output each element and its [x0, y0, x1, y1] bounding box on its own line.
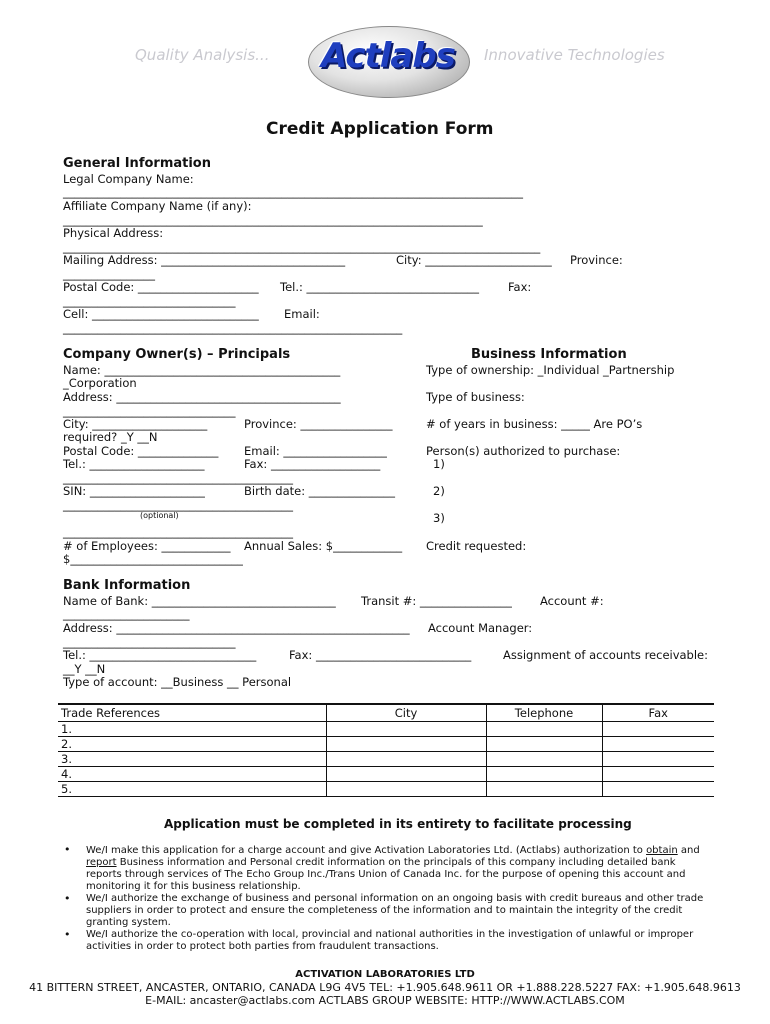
credit-requested-field[interactable]: Credit requested:	[426, 539, 527, 553]
table-header-city: City	[326, 704, 486, 722]
bank-fax-field[interactable]: Fax: ___________________________	[289, 648, 472, 662]
table-header-telephone: Telephone	[486, 704, 602, 722]
owner-sin-field[interactable]: SIN: ____________________	[63, 484, 205, 498]
telephone-cell[interactable]	[486, 722, 602, 737]
postal-code-field[interactable]: Postal Code: _____________________	[63, 280, 259, 294]
table-header-fax: Fax	[602, 704, 714, 722]
fax-cell[interactable]	[602, 752, 714, 767]
affiliate-label: Affiliate Company Name (if any):	[63, 199, 252, 213]
years-in-business-field[interactable]: # of years in business: _____ Are PO’s	[426, 417, 643, 431]
owner-sin-line[interactable]: ________________________________________	[63, 498, 293, 512]
owner-fax-field[interactable]: Fax: ___________________	[244, 457, 381, 471]
email-label: Email:	[284, 307, 320, 321]
general-info-heading: General Information	[63, 156, 211, 171]
footer-contact: E-MAIL: ancaster@actlabs.com ACTLABS GROUP WEBSITE: HTTP://WWW.ACTLABS.COM	[145, 994, 625, 1007]
table-row[interactable]	[58, 767, 714, 782]
footer-address: 41 BITTERN STREET, ANCASTER, ONTARIO, CANADA L9G 4V5 TEL: +1.905.648.9611 OR +1.888.228.5227 FAX: +1.905.648.9613	[29, 981, 741, 994]
fax-field[interactable]: ______________________________	[63, 294, 236, 308]
row-number: 5.	[58, 782, 326, 797]
bullet-3-marker: •	[64, 928, 71, 941]
row-number: 2.	[58, 737, 326, 752]
fax-cell[interactable]	[602, 737, 714, 752]
city-cell[interactable]	[326, 752, 486, 767]
business-info-heading: Business Information	[471, 347, 627, 362]
account-manager-label: Account Manager:	[428, 621, 533, 635]
employees-field[interactable]: # of Employees: ____________	[63, 539, 231, 553]
owner-tel-line[interactable]: ________________________________________	[63, 471, 293, 485]
bank-tel-field[interactable]: Tel.: _____________________________	[63, 648, 257, 662]
account-number-field[interactable]: ______________________	[63, 607, 190, 621]
telephone-cell[interactable]	[486, 737, 602, 752]
fax-cell[interactable]	[602, 782, 714, 797]
account-type-field[interactable]: Type of account: __Business __ Personal	[63, 675, 292, 689]
authorized-persons-label: Person(s) authorized to purchase:	[426, 444, 621, 458]
city-field[interactable]: City: ______________________	[396, 253, 552, 267]
bullet-2-marker: •	[64, 892, 71, 905]
po-required-field[interactable]: required? _Y __N	[63, 430, 158, 444]
authorization-bullet-2: We/I authorize the exchange of business and personal information on an ongoing basis with credit bureaus and other trade suppliers in order to protect and ensure the completeness of the information and to maintain the integrity of the credit granting system.	[86, 893, 704, 928]
authorized-person-1[interactable]: 1)	[433, 457, 445, 471]
bank-info-heading: Bank Information	[63, 578, 191, 593]
header-tagline-right: Innovative Technologies	[484, 46, 665, 64]
legal-company-name-field[interactable]: ________________________________________________________________________________	[63, 185, 523, 199]
owner-address-field[interactable]: Address: _______________________________________	[63, 390, 341, 404]
mailing-address-field[interactable]: Mailing Address: ________________________________	[63, 253, 346, 267]
business-type-field[interactable]: Type of business:	[426, 390, 525, 404]
corporation-option[interactable]: _Corporation	[63, 376, 137, 390]
city-cell[interactable]	[326, 782, 486, 797]
physical-address-field[interactable]: ___________________________________________________________________________________	[63, 240, 541, 254]
table-header-trade: Trade References	[58, 704, 326, 722]
completion-notice: Application must be completed in its entirety to facilitate processing	[164, 817, 632, 831]
optional-note: (optional)	[140, 511, 179, 520]
header-tagline-left: Quality Analysis...	[135, 46, 270, 64]
annual-sales-field[interactable]: Annual Sales: $____________	[244, 539, 403, 553]
table-row[interactable]	[58, 752, 714, 767]
bank-address-line[interactable]: ______________________________	[63, 635, 236, 649]
bank-name-field[interactable]: Name of Bank: ________________________________	[63, 594, 336, 608]
owner-province-field[interactable]: Province: ________________	[244, 417, 393, 431]
owner-name-field[interactable]: Name: _________________________________________	[63, 363, 341, 377]
annual-sales-line[interactable]: $______________________________	[63, 552, 243, 566]
owner-tel-field[interactable]: Tel.: ____________________	[63, 457, 205, 471]
receivable-label: Assignment of accounts receivable:	[503, 648, 709, 662]
telephone-cell[interactable]	[486, 767, 602, 782]
email-field[interactable]: ___________________________________________________________	[63, 321, 403, 335]
authorization-bullet-3: We/I authorize the co-operation with local, provincial and national authorities in the investigation of unlawful or improper activities in order to protect both parties from fraudulent transactions.	[86, 929, 694, 952]
account-number-label: Account #:	[540, 594, 604, 608]
fax-label: Fax:	[508, 280, 532, 294]
footer-company: ACTIVATION LABORATORIES LTD	[295, 969, 475, 980]
tel-field[interactable]: Tel.: ______________________________	[280, 280, 480, 294]
owner-postal-code-field[interactable]: Postal Code: ______________	[63, 444, 219, 458]
trade-references-table	[58, 703, 714, 797]
physical-address-label: Physical Address:	[63, 226, 164, 240]
province-label: Province:	[570, 253, 623, 267]
table-header-row	[58, 704, 714, 722]
row-number: 1.	[58, 722, 326, 737]
bullet-1-marker: •	[64, 843, 71, 856]
telephone-cell[interactable]	[486, 782, 602, 797]
form-title: Credit Application Form	[266, 119, 494, 139]
fax-cell[interactable]	[602, 767, 714, 782]
owner-optional-line[interactable]: ________________________________________	[63, 525, 293, 539]
owners-heading: Company Owner(s) – Principals	[63, 347, 291, 362]
transit-field[interactable]: Transit #: ________________	[361, 594, 512, 608]
ownership-type-field[interactable]: Type of ownership: _Individual _Partnership	[426, 363, 675, 377]
province-field[interactable]: ________________	[63, 267, 155, 281]
row-number: 3.	[58, 752, 326, 767]
owner-address-field-2[interactable]: ______________________________	[63, 404, 236, 418]
row-number: 4.	[58, 767, 326, 782]
bank-address-field[interactable]: Address: ___________________________________________________	[63, 621, 410, 635]
telephone-cell[interactable]	[486, 752, 602, 767]
city-cell[interactable]	[326, 722, 486, 737]
table-row[interactable]	[58, 782, 714, 797]
authorized-person-3[interactable]: 3)	[433, 511, 445, 525]
authorized-person-2[interactable]: 2)	[433, 484, 445, 498]
owner-email-field[interactable]: Email: __________________	[244, 444, 387, 458]
actlabs-logo: Actlabs	[321, 36, 455, 76]
owner-birth-date-field[interactable]: Birth date: _______________	[244, 484, 395, 498]
owner-city-field[interactable]: City: ____________________	[63, 417, 208, 431]
city-cell[interactable]	[326, 767, 486, 782]
fax-cell[interactable]	[602, 722, 714, 737]
cell-field[interactable]: Cell: _____________________________	[63, 307, 259, 321]
receivable-yn-field[interactable]: __Y __N	[63, 662, 106, 676]
affiliate-field[interactable]: _________________________________________________________________________	[63, 213, 483, 227]
table-row[interactable]	[58, 737, 714, 752]
legal-company-name-label: Legal Company Name:	[63, 172, 194, 186]
authorization-bullet-1: We/I make this application for a charge account and give Activation Laboratories Ltd. (Actlabs) authorization to obtain and report Business information and Personal credit information on the principals of this company including detailed bank reports through services of The Echo Group Inc./Trans Union of Canada Inc. for the purpose of opening this account and monitoring it for this business relationship.	[86, 845, 700, 892]
table-row[interactable]	[58, 722, 714, 737]
city-cell[interactable]	[326, 737, 486, 752]
